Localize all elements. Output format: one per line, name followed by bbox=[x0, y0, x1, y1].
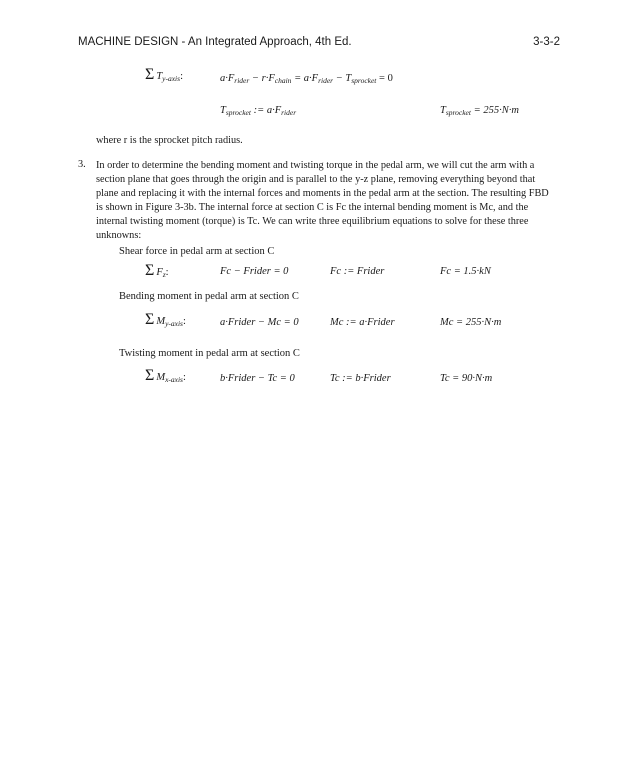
eq1-symbol: T bbox=[156, 71, 163, 82]
bending-subscript: y-axis bbox=[165, 319, 183, 328]
eq1-part: rider bbox=[318, 76, 334, 85]
where-text: where r is the sprocket pitch radius. bbox=[96, 135, 243, 146]
twisting-subscript: x-axis bbox=[165, 375, 183, 384]
shear-equation: Fc − Frider = 0 bbox=[220, 266, 289, 277]
twisting-result: Tc = 90·N·m bbox=[440, 373, 493, 384]
eq2-result bbox=[440, 105, 519, 117]
twisting-equation: b·Frider − Tc = 0 bbox=[220, 373, 295, 384]
eq2-res-sub: sprocket bbox=[445, 108, 471, 117]
eq1-part: F bbox=[268, 73, 275, 84]
header-title: MACHINE DESIGN - An Integrated Approach, 4th Ed. bbox=[78, 36, 352, 48]
sigma-symbol: Σ bbox=[145, 367, 155, 384]
shear-result: Fc = 1.5·kN bbox=[440, 266, 491, 277]
eq1-part: F bbox=[311, 73, 319, 84]
eq2-lhs-sub: sprocket bbox=[225, 108, 251, 117]
eq1-part: − r· bbox=[249, 73, 269, 84]
eq1-part: − bbox=[333, 73, 346, 84]
twisting-symbol: M bbox=[156, 372, 166, 383]
shear-label bbox=[145, 262, 169, 280]
eq2-assign: := a· bbox=[250, 105, 275, 116]
bending-heading: Bending moment in pedal arm at section C bbox=[119, 291, 299, 302]
eq1-subscript: y-axis bbox=[162, 74, 181, 83]
eq1-label bbox=[145, 66, 183, 84]
eq2-lhs: T bbox=[220, 105, 226, 116]
twisting-label bbox=[145, 367, 186, 385]
eq2-F-sub: rider bbox=[281, 108, 297, 117]
bending-result: Mc = 255·N·m bbox=[440, 317, 502, 328]
twisting-heading: Twisting moment in pedal arm at section C bbox=[119, 348, 300, 359]
shear-symbol: F bbox=[156, 267, 163, 278]
sigma-symbol: Σ bbox=[145, 262, 155, 279]
sigma-symbol: Σ bbox=[145, 66, 155, 83]
bending-symbol: M bbox=[156, 316, 166, 327]
twisting-colon: : bbox=[182, 372, 186, 383]
eq1-part: = a· bbox=[291, 73, 312, 84]
eq1-part: sprocket bbox=[351, 76, 377, 85]
sigma-symbol: Σ bbox=[145, 311, 155, 328]
eq1-part: = 0 bbox=[376, 73, 393, 84]
eq1-part: T bbox=[345, 73, 352, 84]
item3-text: In order to determine the bending moment and twisting torque in the pedal arm, we will cut the arm with a section plane that goes through the origin and is parallel to the y-z plane, removing everything beyond that plane and replacing it with the internal forces and moments in the pedal arm at the section. The resulting FBD is shown in Figure 3-3b. The internal force at section C is Fc the internal bending moment is Mc, and the internal twisting moment (torque) is Tc. We can write three equilibrium equations to solve for these three unknowns: bbox=[96, 160, 549, 241]
eq2-res-val: = 255·N·m bbox=[470, 105, 519, 116]
eq1-part: F bbox=[227, 73, 235, 84]
item3-number: 3. bbox=[78, 159, 86, 170]
page-header bbox=[78, 36, 560, 48]
eq1-part: a bbox=[220, 73, 226, 84]
bending-colon: : bbox=[182, 316, 186, 327]
eq1-part: · bbox=[225, 73, 228, 84]
eq2-assignment bbox=[220, 105, 296, 117]
shear-subscript: z bbox=[162, 270, 166, 279]
twisting-assignment: Tc := b·Frider bbox=[330, 373, 391, 384]
eq1-expression bbox=[220, 73, 393, 85]
shear-heading: Shear force in pedal arm at section C bbox=[119, 246, 275, 257]
shear-assignment: Fc := Frider bbox=[330, 266, 385, 277]
shear-colon: : bbox=[165, 267, 169, 278]
eq2-F: F bbox=[274, 105, 282, 116]
eq1-part: chain bbox=[274, 76, 292, 85]
eq1-colon: : bbox=[180, 71, 183, 82]
bending-label bbox=[145, 311, 186, 329]
eq2-res: T bbox=[440, 105, 446, 116]
bending-assignment: Mc := a·Frider bbox=[330, 317, 395, 328]
eq1-part: rider bbox=[234, 76, 250, 85]
page-number: 3-3-2 bbox=[533, 36, 560, 48]
bending-equation: a·Frider − Mc = 0 bbox=[220, 317, 299, 328]
